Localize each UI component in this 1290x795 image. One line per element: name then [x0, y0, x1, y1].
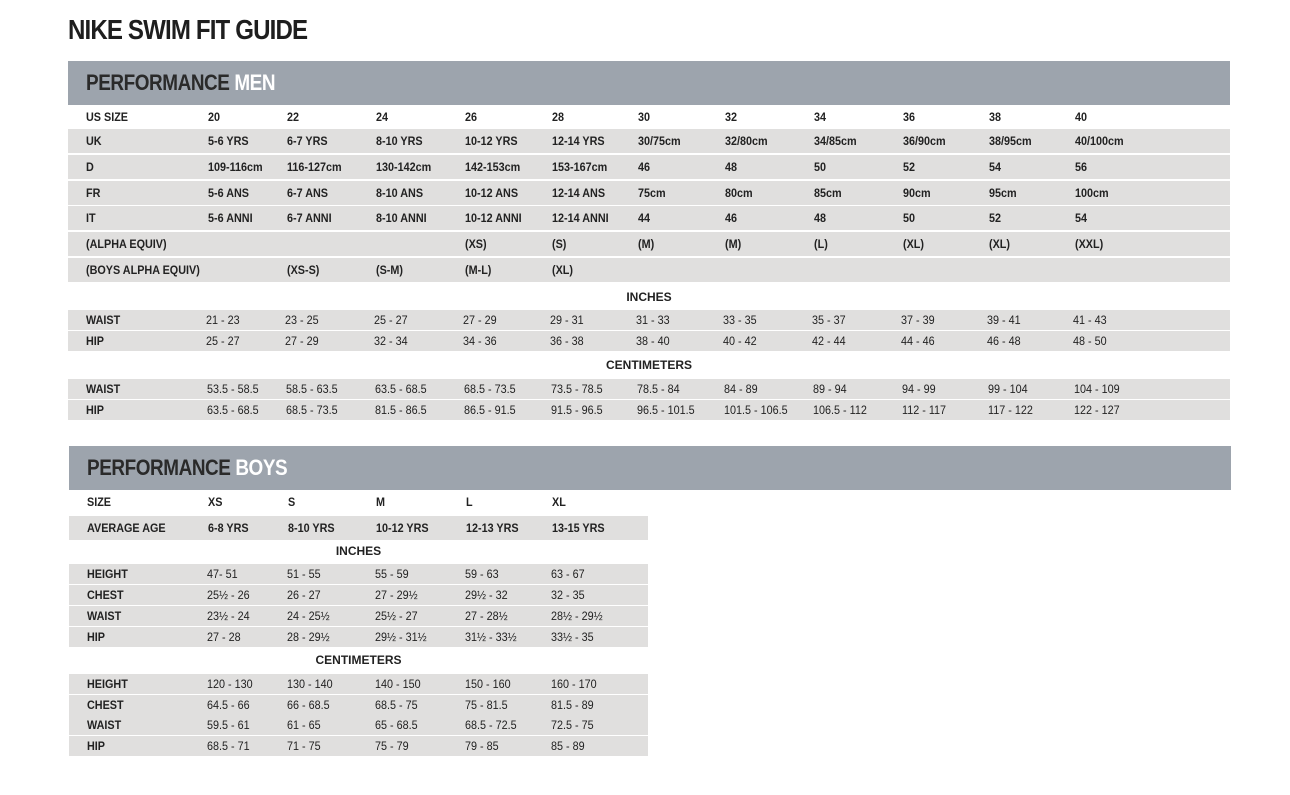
table-cell: 63.5 - 68.5	[207, 403, 259, 417]
table-cell: 39 - 41	[987, 313, 1021, 327]
row-label: HEIGHT	[87, 677, 128, 691]
row-label: WAIST	[87, 609, 122, 623]
table-cell: 28 - 29½	[287, 630, 330, 644]
table-cell: 50	[903, 211, 916, 225]
table-cell: (XS-S)	[287, 263, 320, 277]
table-cell: 25 - 27	[374, 313, 408, 327]
table-cell: 73.5 - 78.5	[551, 382, 603, 396]
men-conversion-row	[68, 232, 1230, 256]
table-cell: 33 - 35	[723, 313, 757, 327]
table-cell: (M)	[638, 237, 655, 251]
row-label: HIP	[87, 739, 106, 753]
table-cell: (XS)	[465, 237, 487, 251]
row-label: HIP	[86, 403, 105, 417]
table-cell: 25½ - 27	[375, 609, 418, 623]
row-label: D	[86, 160, 94, 174]
row-label: WAIST	[86, 382, 121, 396]
table-cell: 27 - 29	[463, 313, 497, 327]
table-cell: 40/100cm	[1075, 134, 1124, 148]
table-cell: 51 - 55	[287, 567, 321, 581]
table-cell: 21 - 23	[206, 313, 240, 327]
table-cell: 41 - 43	[1073, 313, 1107, 327]
men-conversion-row	[68, 129, 1230, 153]
table-cell: 6-7 ANS	[287, 186, 329, 200]
table-cell: (XXL)	[1075, 237, 1104, 251]
table-cell: 29 - 31	[550, 313, 584, 327]
table-cell: (XL)	[903, 237, 924, 251]
table-cell: 27 - 28½	[465, 609, 508, 623]
men-header-main: PERFORMANCE	[86, 70, 230, 95]
table-cell: 64.5 - 66	[207, 698, 250, 712]
table-cell: 27 - 28	[207, 630, 241, 644]
table-cell: (S)	[552, 237, 567, 251]
table-cell: 44	[638, 211, 651, 225]
row-label: AVERAGE AGE	[87, 521, 166, 535]
table-cell: 101.5 - 106.5	[724, 403, 788, 417]
men-header-accent: MEN	[234, 70, 276, 95]
men-centimeters-row	[68, 400, 1230, 420]
table-cell: 68.5 - 71	[207, 739, 250, 753]
size-cell: 22	[287, 110, 300, 124]
men-centimeters-heading: CENTIMETERS	[68, 354, 1230, 376]
table-cell: 68.5 - 73.5	[286, 403, 338, 417]
table-cell: 66 - 68.5	[287, 698, 330, 712]
size-cell: 26	[465, 110, 478, 124]
size-cell: 36	[903, 110, 916, 124]
table-cell: 23½ - 24	[207, 609, 250, 623]
table-cell: (S-M)	[376, 263, 403, 277]
men-conversion-row	[68, 206, 1230, 230]
table-cell: 8-10 ANNI	[376, 211, 427, 225]
table-cell: 75 - 79	[375, 739, 409, 753]
men-size-row	[68, 105, 1230, 129]
table-cell: 8-10 ANS	[376, 186, 424, 200]
table-cell: 40 - 42	[723, 334, 757, 348]
table-cell: 100cm	[1075, 186, 1109, 200]
table-cell: 8-10 YRS	[288, 521, 335, 535]
table-cell: 27 - 29½	[375, 588, 418, 602]
table-cell: 35 - 37	[812, 313, 846, 327]
table-cell: 122 - 127	[1074, 403, 1120, 417]
table-cell: 80cm	[725, 186, 753, 200]
table-cell: 10-12 YRS	[376, 521, 429, 535]
size-cell: 24	[376, 110, 389, 124]
row-label: WAIST	[87, 718, 122, 732]
row-label: CHEST	[87, 588, 124, 602]
boys-inches-row	[69, 564, 648, 584]
table-cell: 150 - 160	[465, 677, 511, 691]
boys-section-header	[69, 446, 1231, 490]
table-cell: 33½ - 35	[551, 630, 594, 644]
table-cell: 42 - 44	[812, 334, 846, 348]
boys-header-main: PERFORMANCE	[87, 455, 231, 480]
table-cell: 90cm	[903, 186, 931, 200]
men-inches-row	[68, 331, 1230, 351]
table-cell: 68.5 - 73.5	[464, 382, 516, 396]
table-cell: 68.5 - 72.5	[465, 718, 517, 732]
table-cell: 117 - 122	[988, 403, 1033, 417]
size-cell: 32	[725, 110, 738, 124]
men-section-header	[68, 61, 1230, 105]
page-title: NIKE SWIM FIT GUIDE	[68, 14, 308, 45]
table-cell: 55 - 59	[375, 567, 409, 581]
boys-centimeters-row	[69, 715, 648, 735]
table-cell: 29½ - 32	[465, 588, 508, 602]
table-cell: 34 - 36	[463, 334, 497, 348]
table-cell: (L)	[814, 237, 828, 251]
size-cell: S	[288, 495, 296, 509]
size-cell: 38	[989, 110, 1002, 124]
table-cell: 5-6 ANS	[208, 186, 250, 200]
table-cell: 12-14 YRS	[552, 134, 605, 148]
table-cell: 79 - 85	[465, 739, 499, 753]
table-cell: 26 - 27	[287, 588, 321, 602]
size-cell: 40	[1075, 110, 1088, 124]
table-cell: 95cm	[989, 186, 1017, 200]
table-cell: (M-L)	[465, 263, 492, 277]
table-cell: 130-142cm	[376, 160, 432, 174]
table-cell: 91.5 - 96.5	[551, 403, 603, 417]
table-cell: 52	[989, 211, 1002, 225]
table-cell: 72.5 - 75	[551, 718, 594, 732]
boys-inches-row	[69, 606, 648, 626]
table-cell: 99 - 104	[988, 382, 1028, 396]
table-cell: 53.5 - 58.5	[207, 382, 259, 396]
table-cell: 52	[903, 160, 916, 174]
size-cell: M	[376, 495, 385, 509]
boys-size-row	[69, 490, 648, 514]
table-cell: 81.5 - 89	[551, 698, 594, 712]
table-cell: 47- 51	[207, 567, 238, 581]
table-cell: (M)	[725, 237, 742, 251]
table-cell: 130 - 140	[287, 677, 333, 691]
table-cell: 46	[725, 211, 738, 225]
row-label: (BOYS ALPHA EQUIV)	[86, 263, 200, 277]
size-cell: L	[466, 495, 473, 509]
table-cell: 59.5 - 61	[207, 718, 250, 732]
table-cell: 23 - 25	[285, 313, 319, 327]
table-cell: 8-10 YRS	[376, 134, 423, 148]
table-cell: 37 - 39	[901, 313, 935, 327]
table-cell: 32 - 34	[374, 334, 408, 348]
table-cell: 38 - 40	[636, 334, 670, 348]
table-cell: 24 - 25½	[287, 609, 330, 623]
table-cell: 116-127cm	[287, 160, 342, 174]
table-cell: 10-12 ANS	[465, 186, 519, 200]
men-centimeters-row	[68, 379, 1230, 399]
table-cell: 96.5 - 101.5	[637, 403, 695, 417]
table-cell: 59 - 63	[465, 567, 499, 581]
boys-age-row	[69, 516, 648, 540]
table-cell: 6-7 YRS	[287, 134, 328, 148]
table-cell: (XL)	[989, 237, 1010, 251]
table-cell: 12-13 YRS	[466, 521, 519, 535]
table-cell: 10-12 ANNI	[465, 211, 522, 225]
row-label: FR	[86, 186, 101, 200]
row-label: SIZE	[87, 495, 112, 509]
table-cell: 29½ - 31½	[375, 630, 427, 644]
boys-size-table	[69, 490, 649, 770]
table-cell: 109-116cm	[208, 160, 263, 174]
table-cell: 30/75cm	[638, 134, 681, 148]
boys-inches-heading: INCHES	[69, 540, 648, 562]
boys-inches-row	[69, 585, 648, 605]
table-cell: 65 - 68.5	[375, 718, 418, 732]
table-cell: 75 - 81.5	[465, 698, 508, 712]
table-cell: 85 - 89	[551, 739, 585, 753]
table-cell: 34/85cm	[814, 134, 857, 148]
row-label: HEIGHT	[87, 567, 128, 581]
size-cell: XL	[552, 495, 566, 509]
boys-centimeters-heading: CENTIMETERS	[69, 649, 648, 671]
table-cell: 32/80cm	[725, 134, 768, 148]
row-label: UK	[86, 134, 102, 148]
table-cell: 32 - 35	[551, 588, 585, 602]
table-cell: 12-14 ANNI	[552, 211, 609, 225]
size-cell: 34	[814, 110, 827, 124]
row-label: IT	[86, 211, 96, 225]
row-label: HIP	[86, 334, 105, 348]
table-cell: 27 - 29	[285, 334, 319, 348]
table-cell: 140 - 150	[375, 677, 421, 691]
men-conversion-row	[68, 258, 1230, 282]
boys-centimeters-row	[69, 674, 648, 694]
table-cell: 84 - 89	[724, 382, 758, 396]
row-label: (ALPHA EQUIV)	[86, 237, 167, 251]
table-cell: 54	[1075, 211, 1088, 225]
table-cell: 36/90cm	[903, 134, 946, 148]
table-cell: 50	[814, 160, 827, 174]
table-cell: 44 - 46	[901, 334, 935, 348]
table-cell: 104 - 109	[1074, 382, 1120, 396]
table-cell: 10-12 YRS	[465, 134, 518, 148]
table-cell: 56	[1075, 160, 1088, 174]
size-cell: 28	[552, 110, 565, 124]
table-cell: 6-7 ANNI	[287, 211, 332, 225]
boys-centimeters-row	[69, 736, 648, 756]
table-cell: 46	[638, 160, 651, 174]
table-cell: 48	[814, 211, 827, 225]
table-cell: 94 - 99	[902, 382, 936, 396]
table-cell: 36 - 38	[550, 334, 584, 348]
row-label: CHEST	[87, 698, 124, 712]
boys-centimeters-row	[69, 695, 648, 715]
table-cell: 75cm	[638, 186, 666, 200]
row-label: WAIST	[86, 313, 121, 327]
table-cell: 63 - 67	[551, 567, 585, 581]
table-cell: 54	[989, 160, 1002, 174]
table-cell: 5-6 YRS	[208, 134, 249, 148]
table-cell: 48 - 50	[1073, 334, 1107, 348]
table-cell: 63.5 - 68.5	[375, 382, 427, 396]
table-cell: 85cm	[814, 186, 842, 200]
table-cell: 12-14 ANS	[552, 186, 606, 200]
table-cell: 6-8 YRS	[208, 521, 249, 535]
table-cell: 71 - 75	[287, 739, 321, 753]
size-cell: 30	[638, 110, 651, 124]
table-cell: 13-15 YRS	[552, 521, 605, 535]
row-label: US SIZE	[86, 110, 129, 124]
boys-header-accent: BOYS	[235, 455, 288, 480]
size-cell: XS	[208, 495, 223, 509]
table-cell: 78.5 - 84	[637, 382, 680, 396]
table-cell: 28½ - 29½	[551, 609, 603, 623]
table-cell: 25½ - 26	[207, 588, 250, 602]
table-cell: 58.5 - 63.5	[286, 382, 338, 396]
row-label: HIP	[87, 630, 106, 644]
table-cell: 31½ - 33½	[465, 630, 517, 644]
men-conversion-row	[68, 181, 1230, 205]
table-cell: 86.5 - 91.5	[464, 403, 516, 417]
table-cell: 106.5 - 112	[813, 403, 867, 417]
boys-inches-row	[69, 627, 648, 647]
men-inches-row	[68, 310, 1230, 330]
men-size-table	[68, 105, 1230, 425]
table-cell: 142-153cm	[465, 160, 521, 174]
table-cell: 120 - 130	[207, 677, 253, 691]
table-cell: 81.5 - 86.5	[375, 403, 427, 417]
table-cell: 68.5 - 75	[375, 698, 418, 712]
table-cell: 61 - 65	[287, 718, 321, 732]
table-cell: 112 - 117	[902, 403, 947, 417]
size-cell: 20	[208, 110, 221, 124]
table-cell: 48	[725, 160, 738, 174]
table-cell: 38/95cm	[989, 134, 1032, 148]
men-conversion-row	[68, 155, 1230, 179]
table-cell: (XL)	[552, 263, 573, 277]
table-cell: 46 - 48	[987, 334, 1021, 348]
table-cell: 160 - 170	[551, 677, 597, 691]
men-inches-heading: INCHES	[68, 286, 1230, 308]
table-cell: 153-167cm	[552, 160, 608, 174]
table-cell: 89 - 94	[813, 382, 847, 396]
table-cell: 25 - 27	[206, 334, 240, 348]
table-cell: 31 - 33	[636, 313, 670, 327]
table-cell: 5-6 ANNI	[208, 211, 253, 225]
